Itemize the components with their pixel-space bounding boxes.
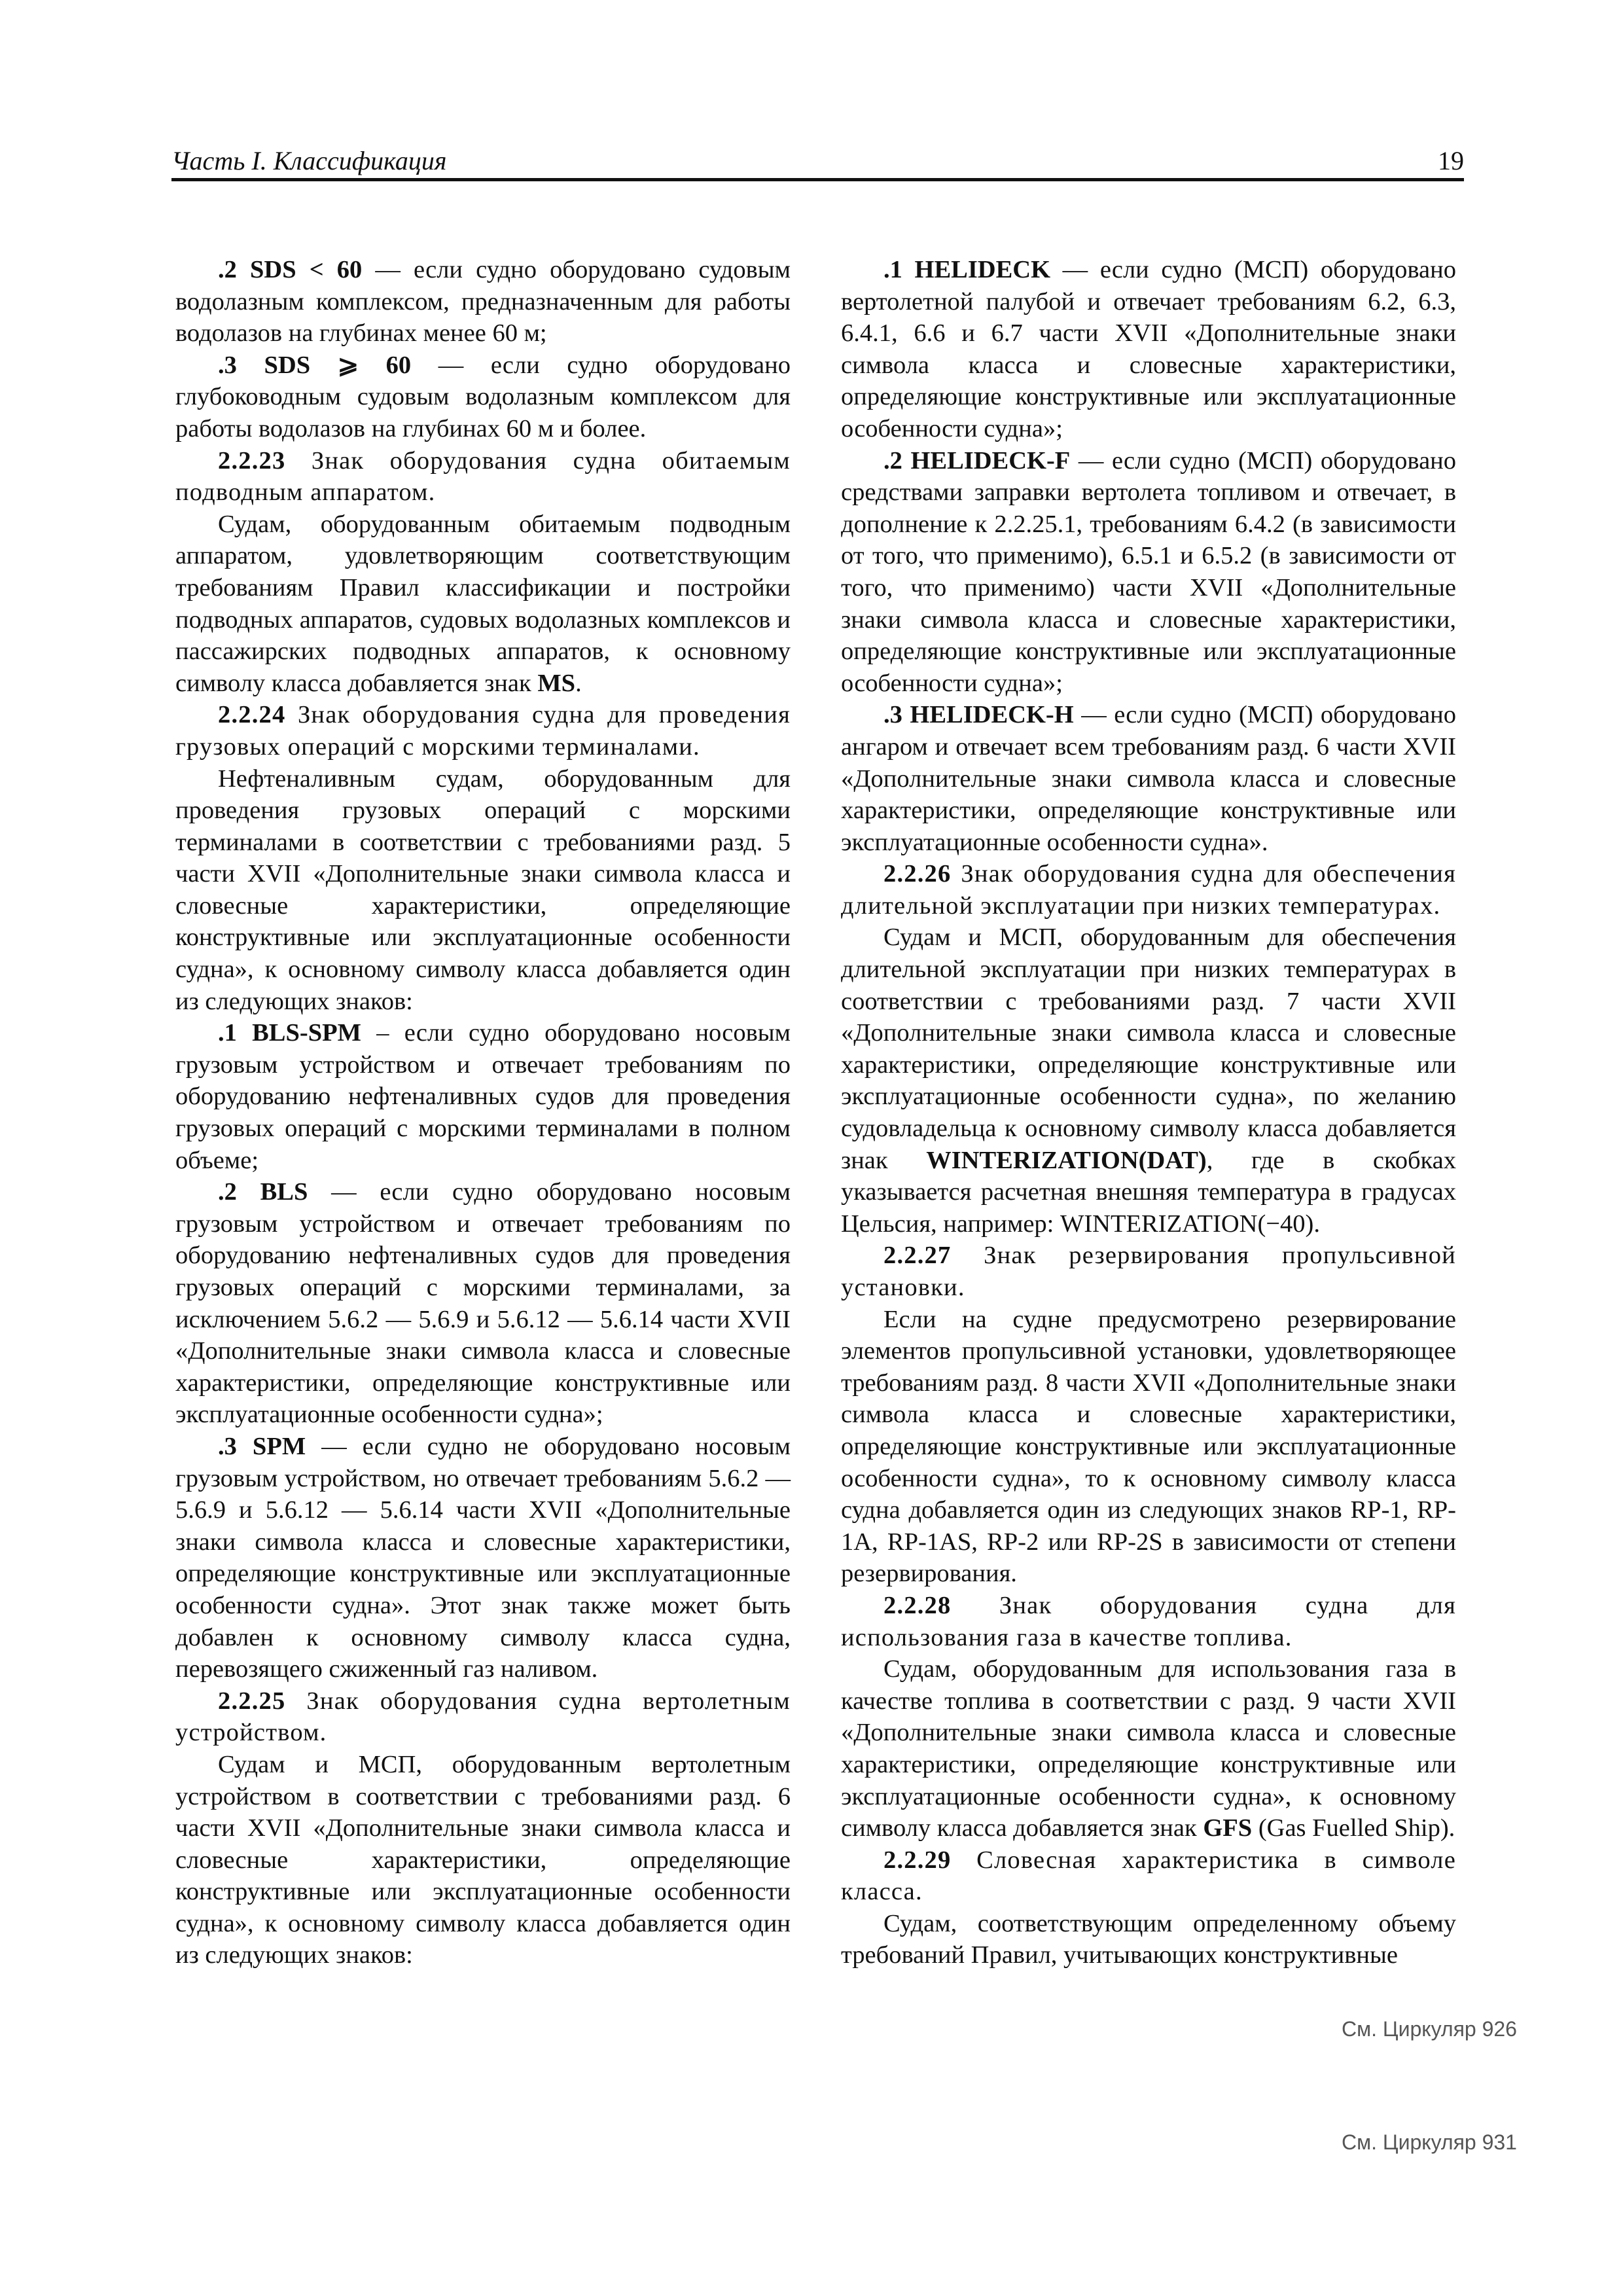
paragraph: .3 SDS ⩾ 60 — если судно оборудовано глубоководным судовым водолазным комплексом для работы водолазов на глубинах 60 м и более. bbox=[175, 351, 791, 442]
section-heading: 2.2.25 Знак оборудования судна вертолетным устройством. bbox=[175, 1687, 791, 1747]
header-rule bbox=[171, 178, 1464, 181]
paragraph: .1 BLS-SPM – если судно оборудовано носовым грузовым устройством и отвечает требованиям по оборудованию нефтеналивных судов для проведения грузовых операций с морскими терминалами в полном объеме; bbox=[175, 1019, 791, 1174]
section-heading: 2.2.24 Знак оборудования судна для проведения грузовых операций с морскими терминалами. bbox=[175, 701, 791, 761]
paragraph: .3 SPM — если судно не оборудовано носовым грузовым устройством, но отвечает требованиям 5.6.2 — 5.6.9 и 5.6.12 — 5.6.14 части XVII «Дополнительные знаки символа класса и словесные характеристики, определяющие конструктивные или эксплуатационные особенности судна». Этот знак также может быть добавлен к основному символу класса судна, перевозящего сжиженный газ наливом. bbox=[175, 1432, 791, 1683]
paragraph: Судам и МСП, оборудованным вертолетным устройством в соответствии с требованиями разд. 6 части XVII «Дополнительные знаки символа класса и словесные характеристики, определяющие конструктивные или эксплуатационные особенности судна», к основному символу класса добавляется один из следующих знаков: bbox=[175, 1750, 791, 1969]
paragraph: Нефтеналивным судам, оборудованным для проведения грузовых операций с морскими терминалами в соответствии с требованиями разд. 5 части XVII «Дополнительные знаки символа класса и словесные характеристики, определяющие конструктивные или эксплуатационные особенности судна», к основному символу класса добавляется один из следующих знаков: bbox=[175, 764, 791, 1015]
paragraph: Если на судне предусмотрено резервирование элементов пропульсивной установки, удовлетворяющее требованиям разд. 8 части XVII «Дополнительные знаки символа класса и словесные характеристики, определяющие конструктивные или эксплуатационные особенности судна», то к основному символу класса судна добавляется один из следующих знаков RP-1, RP-1A, RP-1AS, RP-2 или RP-2S в зависимости от степени резервирования. bbox=[841, 1305, 1456, 1588]
page-number: 19 bbox=[1438, 146, 1464, 175]
paragraph: .2 BLS — если судно оборудовано носовым грузовым устройством и отвечает требованиям по оборудованию нефтеналивных судов для проведения грузовых операций с морскими терминалами, за исключением 5.6.2 — 5.6.9 и 5.6.12 — 5.6.14 части XVII «Дополнительные знаки символа класса и словесные характеристики, определяющие конструктивные или эксплуатационные особенности судна»; bbox=[175, 1178, 791, 1429]
paragraph: .3 HELIDECK-H — если судно (МСП) оборудовано ангаром и отвечает всем требованиям разд. 6 части XVII «Дополнительные знаки символа класса и словесные характеристики, определяющие конструктивные или эксплуатационные особенности судна». bbox=[841, 701, 1457, 856]
section-heading: 2.2.26 Знак оборудования судна для обеспечения длительной эксплуатации при низких температурах. bbox=[841, 860, 1456, 920]
left-column bbox=[175, 254, 791, 1971]
paragraph: .1 HELIDECK — если судно (МСП) оборудовано вертолетной палубой и отвечает требованиям 6.2, 6.3, 6.4.1, 6.6 и 6.7 части XVII «Дополнительные знаки символа класса и словесные характеристики, определяющие конструктивные или эксплуатационные особенности судна»; bbox=[841, 256, 1456, 442]
section-heading: 2.2.28 Знак оборудования судна для использования газа в качестве топлива. bbox=[841, 1591, 1456, 1651]
right-column bbox=[841, 254, 1456, 1971]
page-header bbox=[171, 136, 1464, 178]
paragraph: .2 HELIDECK-F — если судно (МСП) оборудовано средствами заправки вертолета топливом и отвечает, в дополнение к 2.2.25.1, требованиям 6.4.2 (в зависимости от того, что применимо), 6.5.1 и 6.5.2 (в зависимости от того, что применимо) части XVII «Дополнительные знаки символа класса и словесные характеристики, определяющие конструктивные или эксплуатационные особенности судна»; bbox=[841, 446, 1457, 697]
section-heading: 2.2.23 Знак оборудования судна обитаемым подводным аппаратом. bbox=[175, 446, 791, 507]
running-title: Часть I. Классификация bbox=[171, 146, 447, 175]
section-heading: 2.2.29 Словесная характеристика в символе класса. bbox=[841, 1846, 1456, 1906]
section-heading: 2.2.27 Знак резервирования пропульсивной установки. bbox=[841, 1242, 1456, 1301]
paragraph: Судам, соответствующим определенному объему требований Правил, учитывающих конструктивные bbox=[841, 1909, 1456, 1969]
paragraph: Судам и МСП, оборудованным для обеспечения длительной эксплуатации при низких температурах в соответствии с требованиями разд. 7 части XVII «Дополнительные знаки символа класса и словесные характеристики, определяющие конструктивные или эксплуатационные особенности судна», по желанию судовладельца к основному символу класса добавляется знак WINTERIZATION(DAT), где в скобках указывается расчетная внешняя температура в градусах Цельсия, например: WINTERIZATION(−40). bbox=[841, 924, 1456, 1238]
circular-note-926: См. Циркуляр 926 bbox=[1342, 2017, 1517, 2041]
paragraph: Судам, оборудованным для использования газа в качестве топлива в соответствии с разд. 9 части XVII «Дополнительные знаки символа класса и словесные характеристики, определяющие конструктивные или эксплуатационные особенности судна», к основному символу класса добавляется знак GFS (Gas Fuelled Ship). bbox=[841, 1655, 1456, 1842]
circular-note-931: См. Циркуляр 931 bbox=[1342, 2130, 1517, 2154]
paragraph: .2 SDS < 60 — если судно оборудовано судовым водолазным комплексом, предназначенным для работы водолазов на глубинах менее 60 м; bbox=[175, 256, 791, 348]
paragraph: Судам, оборудованным обитаемым подводным аппаратом, удовлетворяющим соответствующим требованиям Правил классификации и постройки подводных аппаратов, судовых водолазных комплексов и пассажирских подводных аппаратов, к основному символу класса добавляется знак MS. bbox=[175, 510, 791, 697]
